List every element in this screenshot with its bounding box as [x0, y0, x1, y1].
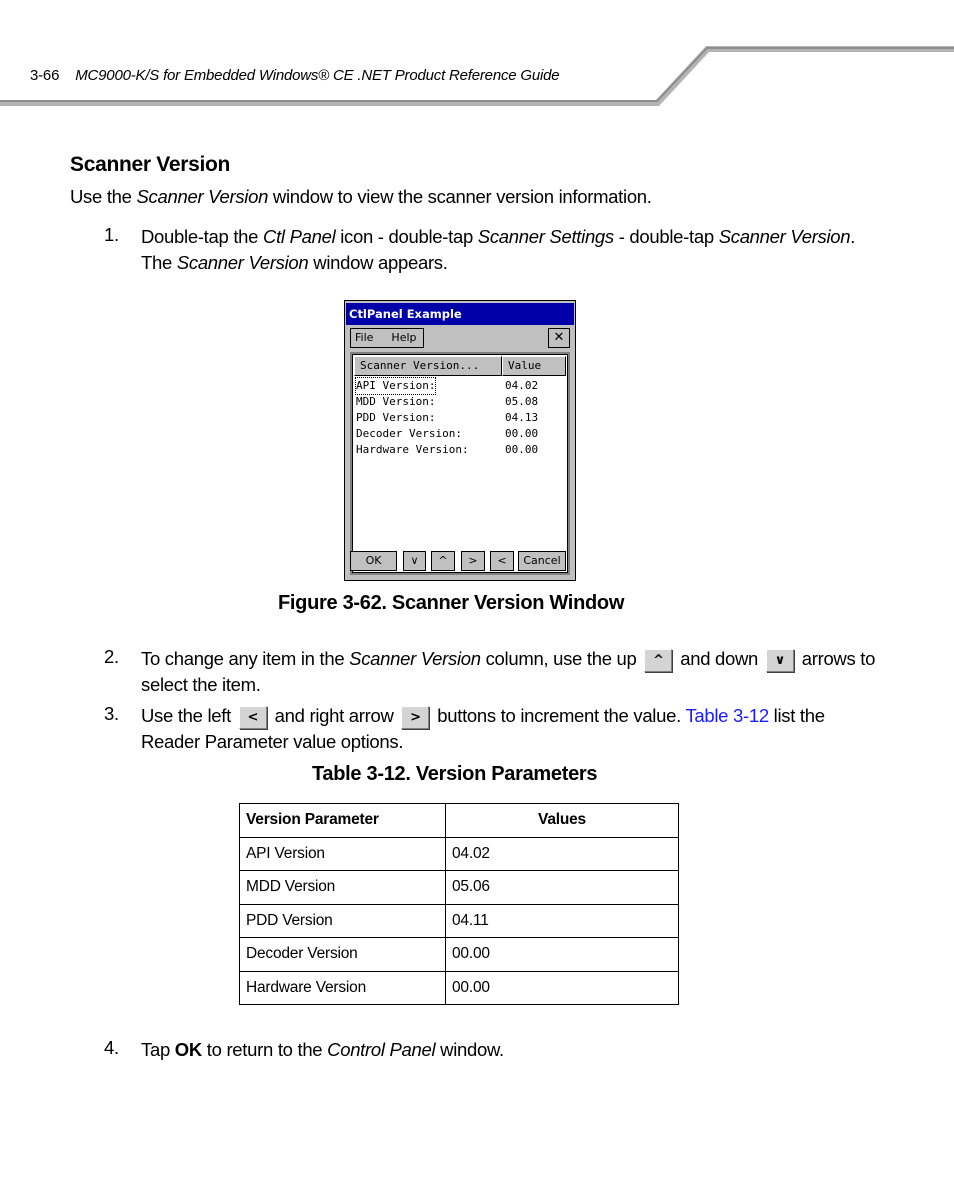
- table-row: Decoder Version 00.00: [240, 938, 679, 972]
- up-arrow-button[interactable]: ^: [431, 551, 455, 571]
- menu-box: [350, 328, 424, 348]
- step-number: 4.: [104, 1037, 119, 1058]
- button-bar: [350, 551, 570, 575]
- right-arrow-button[interactable]: >: [461, 551, 485, 571]
- list-item[interactable]: Hardware Version: 00.00: [356, 443, 539, 456]
- column-header-scanner-version[interactable]: Scanner Version...: [354, 356, 502, 376]
- column-header-value[interactable]: Value: [502, 356, 566, 376]
- table-row: MDD Version 05.06: [240, 871, 679, 905]
- table-header-row: [240, 804, 679, 838]
- left-arrow-icon: <: [239, 706, 267, 729]
- menu-help[interactable]: Help: [391, 331, 417, 344]
- cancel-button[interactable]: Cancel: [518, 551, 566, 571]
- doc-title: MC9000-K/S for Embedded Windows® CE .NET Product Reference Guide: [75, 67, 560, 84]
- version-parameters-table: [239, 803, 679, 1005]
- list-item[interactable]: PDD Version: 04.13: [356, 411, 539, 424]
- table-row: API Version 04.02: [240, 837, 679, 871]
- running-header: [30, 67, 559, 84]
- figure-caption: Figure 3-62. Scanner Version Window: [278, 592, 625, 614]
- table-link[interactable]: Table 3-12: [685, 705, 769, 726]
- close-icon[interactable]: ✕: [548, 328, 570, 348]
- page-number: 3-66: [30, 67, 60, 84]
- right-arrow-icon: >: [401, 706, 429, 729]
- step-number: 3.: [104, 703, 119, 724]
- table-caption: Table 3-12. Version Parameters: [312, 763, 598, 785]
- list-item[interactable]: MDD Version: 05.08: [356, 395, 539, 408]
- window-title-bar: CtlPanel Example: [346, 303, 574, 325]
- list-item[interactable]: API Version: 04.02: [356, 379, 539, 392]
- step-2-text: To change any item in the Scanner Version column, use the up ^ and down ∨ arrows to select the item.: [141, 648, 876, 695]
- down-arrow-icon: ∨: [766, 649, 794, 672]
- intro-paragraph: Use the Scanner Version window to view the scanner version information.: [70, 186, 652, 207]
- up-arrow-icon: ^: [644, 649, 672, 672]
- menu-file[interactable]: File: [355, 331, 374, 344]
- left-arrow-button[interactable]: <: [490, 551, 514, 571]
- step-1-text: Double-tap the Ctl Panel icon - double-tap Scanner Settings - double-tap Scanner Version. The Scanner Version window appears.: [141, 226, 856, 273]
- step-number: 2.: [104, 646, 119, 667]
- down-arrow-button[interactable]: ∨: [403, 551, 426, 571]
- step-4-text: Tap OK to return to the Control Panel window.: [141, 1039, 504, 1060]
- section-title: Scanner Version: [70, 153, 231, 176]
- list-item[interactable]: Decoder Version: 00.00: [356, 427, 539, 440]
- table-header: Values: [446, 804, 679, 838]
- table-header: Version Parameter: [240, 804, 446, 838]
- header-rule: [0, 0, 954, 110]
- table-row: PDD Version 04.11: [240, 904, 679, 938]
- version-list: [350, 352, 570, 575]
- ok-button[interactable]: OK: [350, 551, 397, 571]
- scanner-version-window: [344, 300, 576, 581]
- step-3-text: Use the left < and right arrow > buttons to increment the value. Table 3-12 list the Reader Parameter value options.: [141, 705, 825, 752]
- table-row: Hardware Version 00.00: [240, 971, 679, 1005]
- step-number: 1.: [104, 224, 119, 245]
- menu-bar: [347, 327, 573, 349]
